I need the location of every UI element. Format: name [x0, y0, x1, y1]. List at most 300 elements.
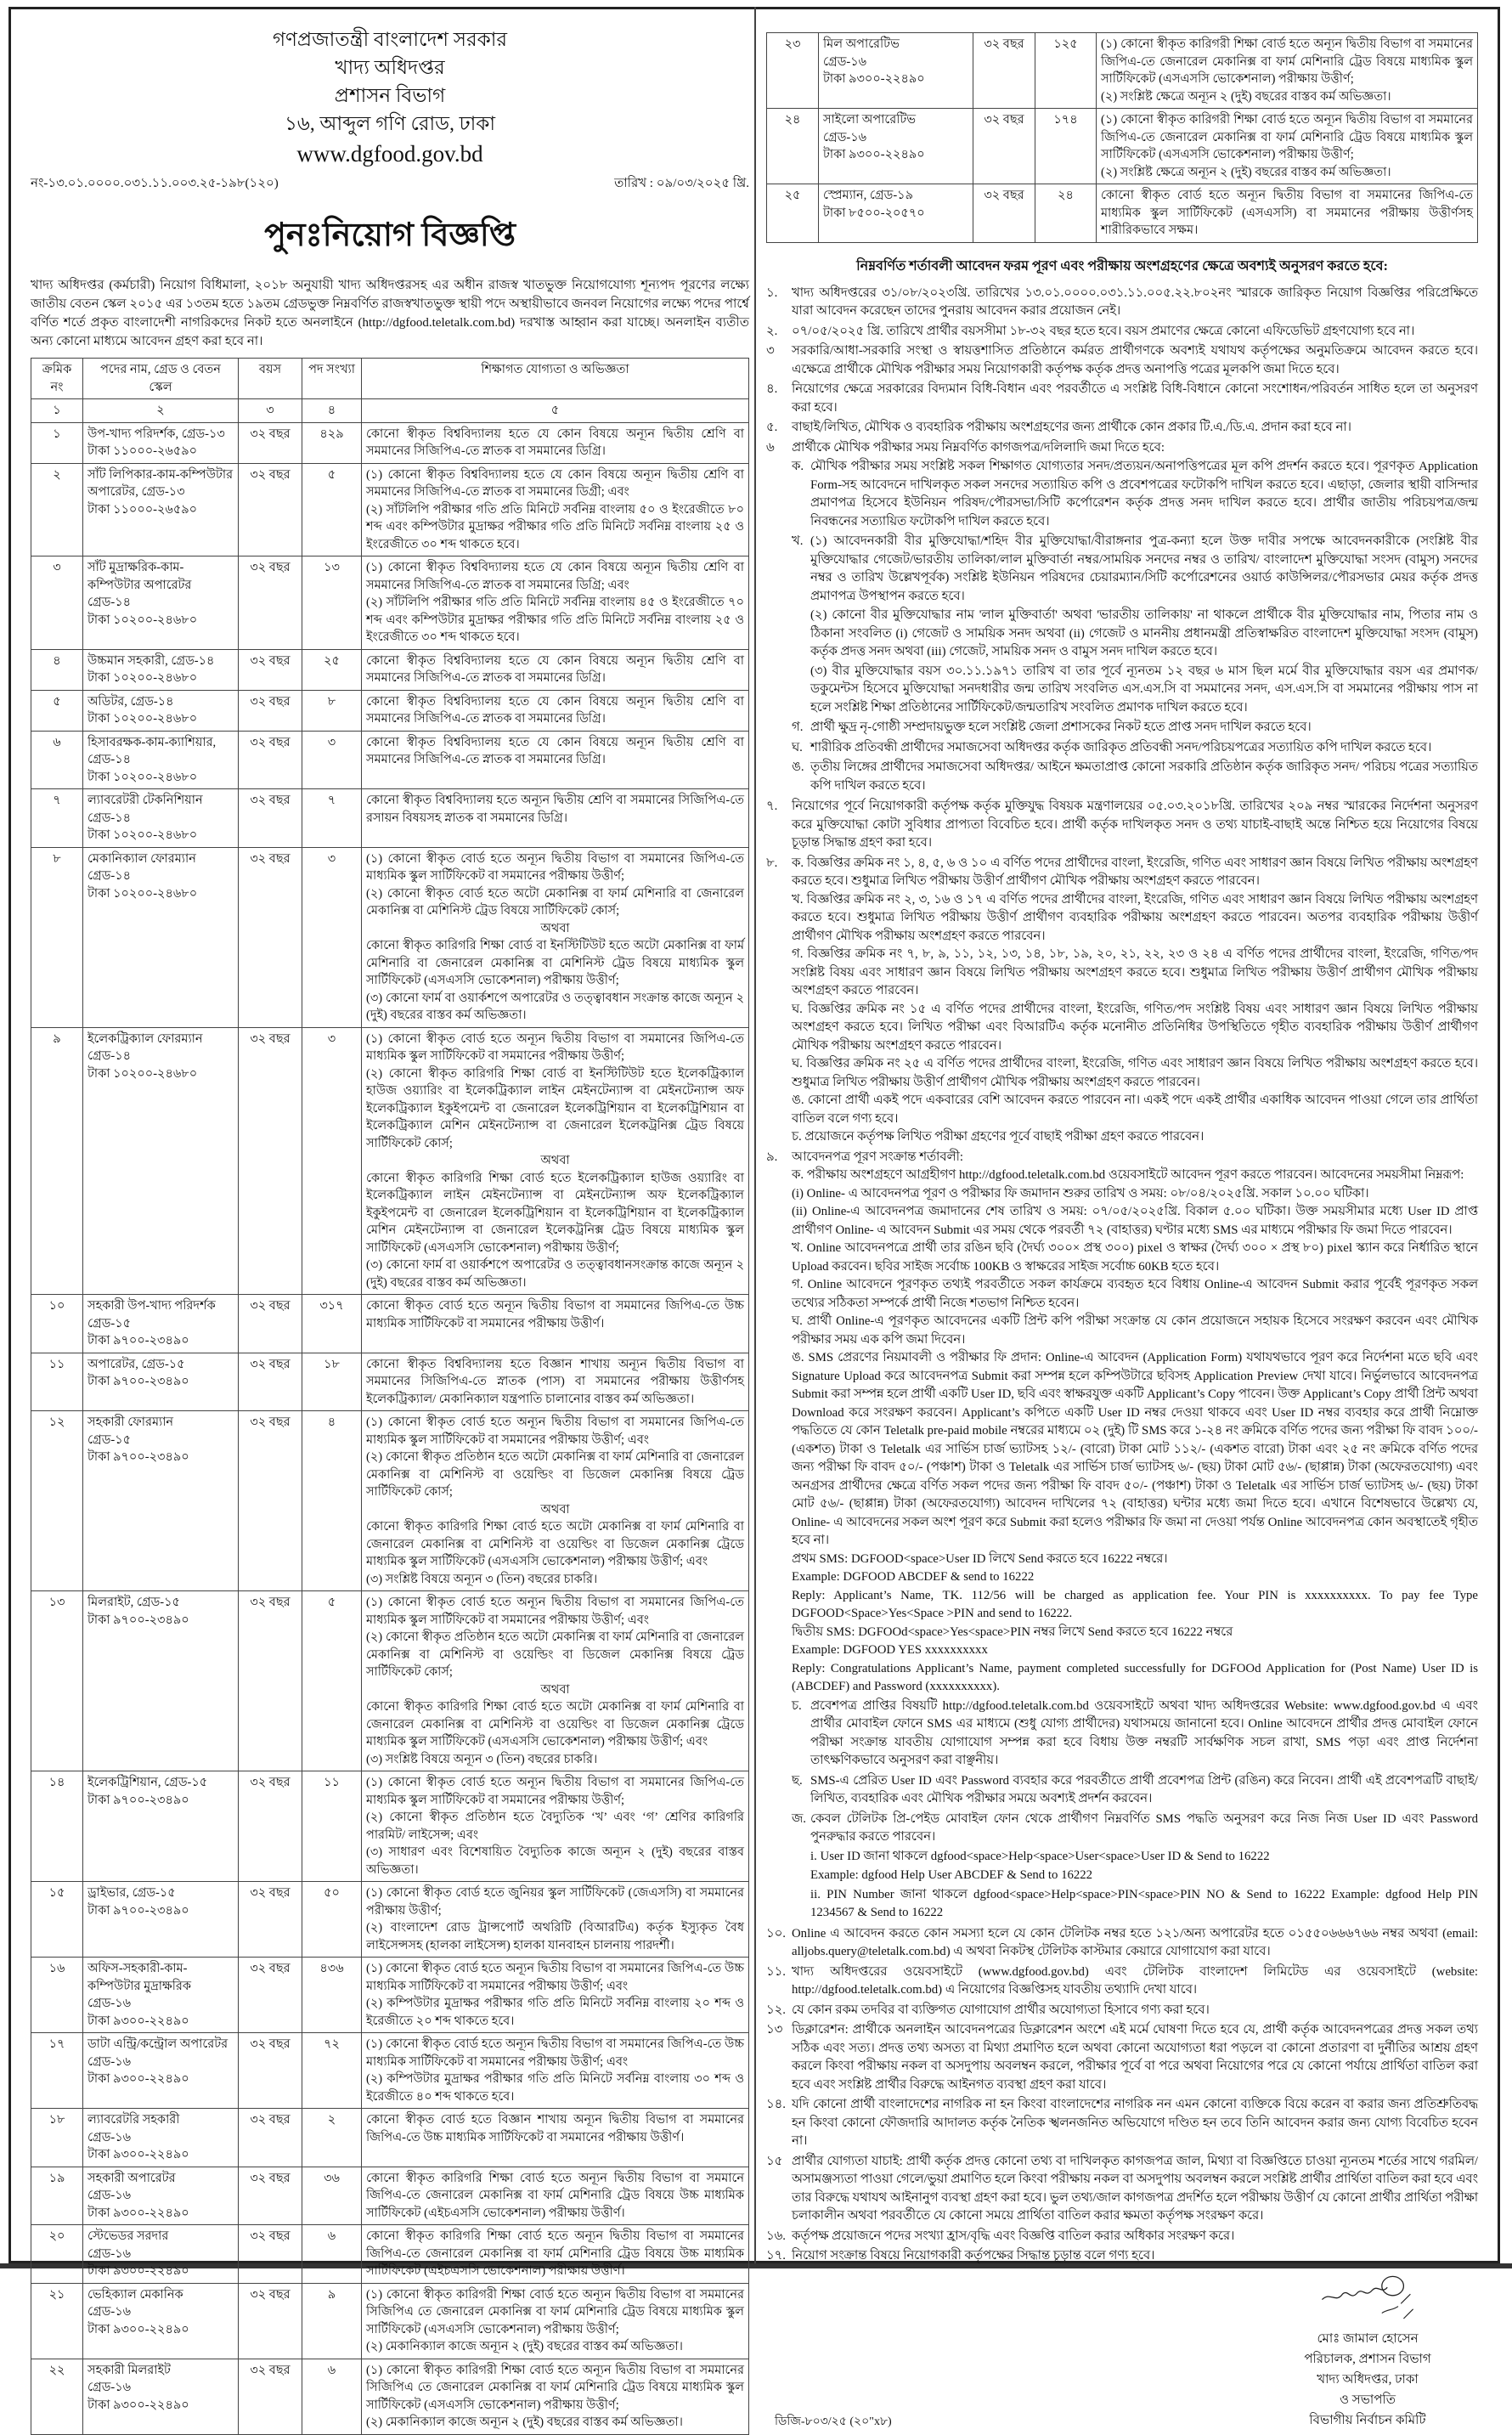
qualification-line: (১) কোনো স্বীকৃত বোর্ড হতে অন্যূন দ্বিতীয় বিভাগ বা সমমানের জিপিএ-তে উচ্চ মাধ্যমিক সার্টিফিকেট বা সমমানের পরীক্ষায় উত্তীর্ণ; এবং — [366, 2037, 744, 2069]
post-cell — [83, 2167, 239, 2225]
qualification-cell — [362, 649, 749, 690]
post-cell — [83, 847, 239, 1027]
post-line: সহকারী অপারেটর — [87, 2171, 176, 2185]
post-cell — [83, 422, 239, 463]
condition-subitem — [792, 719, 1478, 738]
post-line: গ্রেড-১৪ — [87, 811, 132, 825]
table-row — [31, 1027, 749, 1295]
condition-body — [792, 1149, 1478, 1924]
condition-subitem — [792, 739, 1478, 759]
memo-number: নং-১৩.০১.০০০০.০৩১.১১.০০৩.২৫-১৯৮(১২০) — [31, 177, 279, 190]
post-line: গ্রেড-১৬ — [87, 1997, 132, 2010]
serial-cell: ৪ — [31, 649, 83, 690]
or-separator: অথবা — [540, 921, 570, 935]
qualification-line: (২) বাংলাদেশ রোড ট্রান্সপোর্ট অথরিটি (বিআরটিএ) কর্তৃক ইস্যুকৃত বৈধ লাইসেন্সসহ (হালকা লাইসেন্স) হালকা যানবাহন চালনায় পারদর্শী। — [366, 1921, 744, 1952]
post-line: গ্রেড-১৫ — [87, 1432, 132, 1447]
condition-text: কর্তৃপক্ষ প্রয়োজনে পদের সংখ্যা হ্রাস/বৃদ্ধি এবং বিজ্ঞপ্তি বাতিল করার অধিকার সংরক্ষণ করে। — [792, 2229, 1235, 2243]
post-line: টাকা ৯৩০০-২২৪৯০ — [87, 2014, 189, 2028]
table-row — [767, 184, 1478, 243]
qualification-line: (১) কোনো স্বীকৃত বোর্ড হতে অন্যূন দ্বিতীয় বিভাগ বা সমমানের জিপিএ-তে মাধ্যমিক স্কুল সার্টিফিকেট বা সমমানের পরীক্ষায় উত্তীর্ণ; — [366, 1776, 744, 1807]
col-header-serial: ক্রমিক নং — [31, 359, 83, 399]
serial-cell: ১৫ — [31, 1882, 83, 1958]
post-cell — [83, 2033, 239, 2109]
qualification-line: (১) কোনো স্বীকৃত বোর্ড হতে অন্যূন দ্বিতীয় বিভাগ বা সমমানের জিপিএ-তে মাধ্যমিক স্কুল সার্টিফিকেট বা সমমানের পরীক্ষায় উত্তীর্ণ; — [366, 1031, 744, 1063]
post-count-cell: ২৪ — [1035, 184, 1097, 243]
post-line: ইলেকট্রিশিয়ান, গ্রেড-১৫ — [87, 1776, 208, 1789]
post-line: টাকা ৯৩০০-২২৪৯০ — [87, 2206, 189, 2220]
qualification-line: (২) সংশ্লিষ্ট ক্ষেত্রে অন্যূন ২ (দুই) বছরের বাস্তব কর্ম অভিজ্ঞতা। — [1101, 165, 1391, 179]
subitem-text — [810, 1772, 1478, 1810]
issue-date: তারিখ : ০৯/০৩/২০২৫ খ্রি. — [614, 177, 749, 190]
qualification-cell — [362, 1771, 749, 1882]
table-row — [31, 649, 749, 690]
serial-cell: ৩ — [31, 556, 83, 650]
qualification-line: কোনো স্বীকৃত বিশ্ববিদ্যালয় হতে বিজ্ঞান শাখায় অন্যূন দ্বিতীয় বিভাগ বা সমমানের সিজিপিএ-তে স্নাতক (পাস) বা সমমানের পরীক্ষায় উত্তীর্ণসহ ইলেকট্রিক্যাল/ মেকানিক্যাল যন্ত্রপাতি চালানোর বাস্তব কর্ম অভিজ্ঞতা। — [366, 1357, 744, 1406]
condition-text: নিয়োগের পূর্বে নিয়োগকারী কর্তৃপক্ষ কর্তৃক মুক্তিযুদ্ধ বিষয়ক মন্ত্রণালয়ের ০৫.০৩.২০১৮খ্রি. তারিখের ২০৯ নম্বর স্মারকের নির্দেশনা অনুসরণ করে মুক্তিযোদ্ধা কোটা সুবিধার প্রাপ্যতা বিবেচিত হবে। প্রার্থী কর্তৃক দাখিলকৃত সনদ ও তথ্য যাচাই-বাছাই অন্তে নিশ্চিত হয়ে নিয়োগের বিষয়ে চূড়ান্ত সিদ্ধান্ত গ্রহণ করা হবে। — [792, 799, 1478, 850]
post-cell — [83, 556, 239, 650]
age-cell: ৩২ বছর — [239, 1295, 302, 1353]
qualification-cell — [362, 1958, 749, 2033]
age-cell: ৩২ বছর — [239, 847, 302, 1027]
subitem-text — [810, 458, 1478, 532]
subitem-label: জ. — [792, 1811, 806, 1826]
qualification-line: (২) কোনো স্বীকৃত প্রতিষ্ঠান হতে বৈদ্যুতিক ‘খ’ এবং ‘গ’ শ্রেণির কারিগরি পারমিট/ লাইসেন্স; এবং — [366, 1811, 744, 1842]
post-line: গ্রেড-১৬ — [823, 130, 867, 144]
qualification-line: কোনো স্বীকৃত বোর্ড হতে বিজ্ঞান শাখায় অন্যূন দ্বিতীয় বিভাগ বা সমমানের জিপিএ-তে উচ্চ মাধ্যমিক সার্টিফিকেট বা সমমানের পরীক্ষায় উত্তীর্ণ। — [366, 2113, 744, 2144]
post-count-cell: ১৭৪ — [1035, 109, 1097, 184]
condition-number: ৬ — [766, 440, 775, 455]
subitem-paragraph: Example: dgfood Help User ABCDEF & Send to 16222 — [810, 1868, 1093, 1882]
subitem-paragraph: প্রবেশপত্র প্রাপ্তির বিষয়টি http://dgfood.teletalk.com.bd ওয়েবসাইটে অথবা খাদ্য অধিদপ্তরের Website: www.dgfood.gov.bd এ এবং প্রার্থীর মোবাইল ফোনে SMS এর মাধ্যমে (শুধু যোগ্য প্রার্থীদের) যথাসময়ে জানানো হবে। Online আবেদনে প্রার্থীর প্রদত্ত মোবাইল ফোনে পরীক্ষা সংক্রান্ত যাবতীয় যোগাযোগ সম্পন্ন করা হবে বিধায় উক্ত নম্বরটি সার্বক্ষণিক সচল রাখা, SMS পড়া এবং প্রাপ্ত নির্দেশনা তাৎক্ষণিকভাবে অনুসরণ করা বাঞ্ছনীয়। — [810, 1698, 1478, 1767]
serial-cell: ১২ — [31, 1411, 83, 1591]
post-line: ডাটা এন্ট্রি/কন্ট্রোল অপারেটর — [87, 2037, 228, 2051]
subitem-text — [810, 719, 1478, 738]
qualification-line: কোনো স্বীকৃত বোর্ড হতে অন্যূন দ্বিতীয় বিভাগ বা সমমানের জিপিএ-তে মাধ্যমিক স্কুল সার্টিফিকেট (এসএসসি) বা সমমানের পরীক্ষায় উত্তীর্ণসহ শারীরিকভাবে সক্ষম। — [1101, 189, 1473, 237]
condition-text: ঘ. বিজ্ঞপ্তির ক্রমিক নং ১৫ এ বর্ণিত পদের প্রার্থীদের বাংলা, ইংরেজি, গণিত/পদ সংশ্লিষ্ট বিষয় এবং সাধারণ জ্ঞান বিষয়ে লিখিত পরীক্ষায় অংশগ্রহণ করতে হবে। লিখিত পরীক্ষা এবং বিআরটিএ কর্তৃক মনোনীত প্রতিনিধির উপস্থিতিতে গৃহীত ব্যবহারিক পরীক্ষায় উত্তীর্ণ প্রার্থীগণ মৌখিক পরীক্ষায় অংশগ্রহণ করতে পারবেন। — [792, 1002, 1478, 1053]
table-row — [31, 2167, 749, 2225]
post-line: ইলেকট্রিক্যাল ফোরম্যান — [87, 1031, 203, 1046]
serial-cell: ২২ — [31, 2359, 83, 2434]
condition-text: যদি কোনো প্রার্থী বাংলাদেশের নাগরিক না হন কিংবা বাংলাদেশের নাগরিক নন এমন কোনো ব্যক্তিকে বিয়ে করেন বা করার জন্য প্রতিশ্রুতিবদ্ধ হন কিংবা কোনো ফৌজদারি আদালত কর্তৃক নৈতিক স্খলনজনিত অভিযোগে দণ্ডিত হন তবে তিনি আবেদন করার জন্য যোগ্য বিবেচিত হবেন না। — [792, 2098, 1478, 2148]
posts-table-body — [31, 422, 749, 2434]
post-line: ল্যাবরেটরি সহকারী — [87, 2113, 180, 2127]
condition-text: নিয়োগের ক্ষেত্রে সরকারের বিদ্যমান বিধি-বিধান এবং পরবর্তীতে এ সংশ্লিষ্ট বিধি-বিধানে কোনো সংশোধন/পরিবর্তন সাধিত হলে তা অনুসরণ করা হবে। — [792, 382, 1478, 415]
age-cell: ৩২ বছর — [239, 2225, 302, 2284]
table-row — [31, 690, 749, 731]
condition-number: ৮. — [766, 856, 778, 870]
table-row — [31, 2033, 749, 2109]
age-cell: ৩২ বছর — [239, 789, 302, 848]
age-cell: ৩২ বছর — [973, 184, 1035, 243]
col-header-age: বয়স — [239, 359, 302, 399]
table-row — [31, 463, 749, 556]
qualification-line: (১) কোনো স্বীকৃত কারিগরী শিক্ষা বোর্ড হতে অন্যূন দ্বিতীয় বিভাগ বা সমমানের সিজিপিএ তে জেনারেল মেকানিক্স বা ফার্ম মেশিনারি ট্রেড বিষয়ে মাধ্যমিক স্কুল সার্টিফিকেট (এসএসসি ভোকেশনাল) পরীক্ষায় উত্তীর্ণ; — [366, 2363, 744, 2412]
posts-table-continued-body — [767, 33, 1478, 243]
handwritten-signature-icon — [1304, 2271, 1431, 2325]
post-count-cell: ৭২ — [302, 2033, 362, 2109]
condition-body — [792, 2002, 1478, 2020]
col-header-post: পদের নাম, গ্রেড ও বেতন স্কেল — [83, 359, 239, 399]
qualification-cell — [362, 422, 749, 463]
posts-table-continued — [766, 32, 1478, 243]
or-separator: অথবা — [540, 1682, 570, 1697]
post-line: গ্রেড-১৬ — [87, 2246, 132, 2261]
condition-text: চ. প্রয়োজনে কর্তৃপক্ষ লিখিত পরীক্ষা গ্রহণের পূর্বে বাছাই পরীক্ষা গ্রহণ করতে পারবেন। — [792, 1130, 1205, 1144]
condition-number: ৩ — [766, 344, 775, 358]
intro-paragraph: খাদ্য অধিদপ্তর (কর্মচারী) নিয়োগ বিধিমালা, ২০১৮ অনুযায়ী খাদ্য অধিদপ্তরসহ এর অধীন রাজস্ব খাতভুক্ত নিয়োগযোগ্য শূন্যপদ পূরণের লক্ষ্যে জাতীয় বেতন স্কেল ২০১৫ এর ১৩তম হতে ১৯তম গ্রেডভুক্ত নিম্নবর্ণিত রাজস্বখাতভুক্ত স্থায়ী পদে অস্থায়ীভাবে জনবল নিয়োগের লক্ষ্যে পদের পার্শ্বে বর্ণিত শর্তে প্রকৃত বাংলাদেশী নাগরিকদের নিকট হতে অনলাইনে (http://dgfood.teletalk.com.bd) দরখাস্ত আহ্বান করা যাচ্ছে। অনলাইন ব্যতীত অন্য কোনো মাধ্যমে আবেদন গ্রহণ করা হবে না। — [31, 279, 749, 348]
qualification-line: কোনো স্বীকৃত বিশ্ববিদ্যালয় হতে যে কোন বিষয়ে অন্যূন দ্বিতীয় শ্রেণি বা সমমানের সিজিপিএ-তে স্নাতক বা সমমানের ডিগ্রি। — [366, 427, 744, 458]
post-line: টাকা ১০২০০-২৪৬৮০ — [87, 770, 198, 784]
age-cell: ৩২ বছর — [239, 1882, 302, 1958]
post-count-cell: ২৫ — [302, 649, 362, 690]
serial-cell: ১০ — [31, 1295, 83, 1353]
post-count-cell: ৩ — [302, 731, 362, 789]
serial-cell: ৫ — [31, 690, 83, 731]
post-line: টাকা ৯৭০০-২৩৪৯০ — [87, 1903, 189, 1918]
signatory-designation: পরিচালক, প্রশাসন বিভাগ — [1304, 2352, 1431, 2366]
print-code: ডিজি-৮০৩/২৫ (২০"x৮) — [775, 2415, 892, 2428]
post-cell — [83, 1027, 239, 1295]
qualification-cell — [362, 789, 749, 848]
condition-body — [792, 1963, 1478, 2000]
subitem-text — [810, 1811, 1478, 1924]
condition-text: প্রার্থীকে মৌখিক পরীক্ষার সময় নিম্নবর্ণিত কাগজপত্র/দলিলাদি জমা দিতে হবে: — [792, 440, 1165, 455]
qualification-cell — [1097, 33, 1478, 109]
post-cell — [83, 649, 239, 690]
qualification-line: কোনো স্বীকৃত কারিগরি শিক্ষা বোর্ড হতে ইলেকট্রিক্যাল হাউজ ওয়্যারিং বা ইলেকট্রিক্যাল লাইন মেইনটেন্যান্স বা মেইনটেন্যান্স অফ ইলেকট্রিক্যাল ইকুইপমেন্ট বা জেনারেল ইলেকট্রিশিয়ান বা ইলেকট্রিশিয়ান বা ইলেকট্রিক্যাল মেশিন মেইনটেন্যান্স বা জেনারেল ইলেকট্রনিক্স ট্রেড বিষয়ে মাধ্যমিক স্কুল সার্টিফিকেট (এসএসসি ভোকেশনাল) পরীক্ষায় উত্তীর্ণ; — [366, 1171, 744, 1255]
qualification-line: (২) কম্পিউটার মুদ্রাক্ষর পরীক্ষার গতি প্রতি মিনিটে সর্বনিম্ন বাংলায় ২০ শব্দ ও ইরেজীতে ২০ শব্দ থাকতে হবে। — [366, 1997, 744, 2028]
condition-item — [766, 1149, 1478, 1924]
post-line: গ্রেড-১৬ — [87, 2381, 132, 2394]
column-divider — [754, 7, 756, 2263]
condition-item — [766, 2247, 1478, 2266]
table-row — [31, 1353, 749, 1411]
qualification-line: (৩) কোনো ফার্ম বা ওয়ার্কশপে অপারেটর ও তত্ত্বাবধানসংক্রান্ত কাজে অন্যূন ২ (দুই) বছরের বাস্তব কর্ম অভিজ্ঞতা। — [366, 1258, 744, 1290]
qualification-cell — [362, 1411, 749, 1591]
age-cell: ৩২ বছর — [239, 2283, 302, 2359]
serial-cell: ৬ — [31, 731, 83, 789]
table-row — [31, 1295, 749, 1353]
post-line: সহকারী উপ-খাদ্য পরিদর্শক — [87, 1299, 216, 1313]
condition-body — [792, 2228, 1478, 2246]
address: ১৬, আব্দুল গণি রোড, ঢাকা — [284, 113, 496, 134]
col-number: ৪ — [302, 399, 362, 423]
post-line: গ্রেড-১৬ — [87, 2054, 132, 2069]
subitem-paragraph: শারীরিক প্রতিবন্ধী প্রার্থীদের সমাজসেবা অধিদপ্তর কর্তৃক জারিকৃত প্রতিবন্ধী সনদ/পরিচয়পত্রের সত্যায়িত কপি দাখিল করতে হবে। — [810, 740, 1432, 754]
subitem-paragraph: তৃতীয় লিঙ্গের প্রার্থীদের সমাজসেবা অধিদপ্তর/ আইনে ক্ষমতাপ্রাপ্ত কোনো সরকারি প্রতিষ্ঠান কর্তৃক জারিকৃত সনদ/ পরিচয় পত্রের সত্যায়িত কপি দাখিল করতে হবে। — [810, 760, 1478, 793]
age-cell: ৩২ বছর — [239, 1353, 302, 1411]
post-line: টাকা ১১০০০-২৬৫৯০ — [87, 502, 198, 517]
serial-cell: ৭ — [31, 789, 83, 848]
left-column — [31, 25, 749, 2435]
post-line: সহকারী মিলরাইট — [87, 2363, 171, 2377]
post-line: টাকা ৯৩০০-২২৪৯০ — [87, 2264, 189, 2278]
age-cell: ৩২ বছর — [239, 2033, 302, 2109]
qualification-line: (২) কোনো স্বীকৃত প্রতিষ্ঠান হতে অটো মেকানিক্স বা ফার্ম মেশিনারি বা জেনারেল মেকানিক্স বা মেশিনিস্ট বা ওয়েল্ডিং বা ডিজেল মেকানিক্স বিষয়ে ট্রেড সার্টিফিকেট কোর্স; — [366, 1630, 744, 1679]
table-row — [31, 2283, 749, 2359]
condition-number: ১৩ — [766, 2023, 783, 2037]
condition-text: খাদ্য অধিদপ্তরের ওয়েবসাইটে (www.dgfood.gov.bd) এবং টেলিটক বাংলাদেশ লিমিটেড এর ওয়েবসাইটে (website: http://dgfood.teletalk.com.bd) এ নিয়োগের বিজ্ঞপ্তিসহ যাবতীয় তথ্যাদি দেখা যাবে। — [792, 1964, 1478, 1997]
table-row — [31, 1771, 749, 1882]
age-cell: ৩২ বছর — [239, 2109, 302, 2167]
post-count-cell: ৩১৭ — [302, 1295, 362, 1353]
qualification-cell — [362, 1027, 749, 1295]
condition-item — [766, 2096, 1478, 2151]
post-count-cell: ১৩ — [302, 556, 362, 650]
or-separator: অথবা — [540, 1502, 570, 1517]
post-line: টাকা ৯৭০০-২৩৪৯০ — [87, 1375, 189, 1388]
post-line: অডিটর, গ্রেড-১৪ — [87, 694, 174, 709]
condition-body — [792, 2153, 1478, 2226]
qualification-line: (৩) সংশ্লিষ্ট বিষয়ে অন্যূন ৩ (তিন) বছরের চাকরি। — [366, 1752, 598, 1766]
col-number: ১ — [31, 399, 83, 423]
condition-item — [766, 1925, 1478, 1962]
post-line: গ্রেড-১৫ — [87, 1316, 132, 1330]
table-row — [31, 2109, 749, 2167]
condition-body — [792, 439, 1478, 797]
condition-body — [792, 381, 1478, 417]
age-cell: ৩২ বছর — [239, 422, 302, 463]
post-cell — [819, 109, 973, 184]
qualification-line: (২) মেকানিক্যাল কাজে অন্যূন ২ (দুই) বছরের বাস্তব কর্ম অভিজ্ঞতা। — [366, 2340, 683, 2353]
post-line: ভেহিক্যাল মেকানিক — [87, 2287, 183, 2302]
condition-body — [792, 323, 1478, 342]
table-row — [767, 33, 1478, 109]
post-cell — [819, 33, 973, 109]
serial-cell: ৯ — [31, 1027, 83, 1295]
signatory-role: ও সভাপতি — [1340, 2393, 1396, 2407]
post-line: সাঁট লিপিকার-কাম-কম্পিউটার অপারেটর, গ্রেড-১৩ — [87, 467, 234, 499]
post-line: গ্রেড-১৪ — [87, 596, 132, 609]
qualification-line: (১) কোনো স্বীকৃত বোর্ড হতে জুনিয়র স্কুল সার্টিফিকেট (জেএসসি) বা সমমানের পরীক্ষায় উত্তীর্ণ; — [366, 1886, 744, 1918]
post-cell — [83, 463, 239, 556]
post-line: গ্রেড-১৪ — [87, 1049, 132, 1063]
qualification-line: (১) কোনো স্বীকৃত বোর্ড হতে অন্যূন দ্বিতীয় বিভাগ বা সমমানের জিপিএ-তে উচ্চ মাধ্যমিক সার্টিফিকেট বা সমমানের পরীক্ষায় উত্তীর্ণ; এবং — [366, 1962, 744, 1993]
age-cell: ৩২ বছর — [239, 1027, 302, 1295]
qualification-cell — [362, 1295, 749, 1353]
qualification-line: (১) কোনো স্বীকৃত কারিগরী শিক্ষা বোর্ড হতে অন্যূন দ্বিতীয় বিভাগ বা সমমানের সিজিপিএ তে জেনারেল মেকানিক্স বা ফার্ম মেশিনারি ট্রেড বিষয়ে মাধ্যমিক স্কুল সার্টিফিকেট (এসএসসি ভোকেশনাল) পরীক্ষায় উত্তীর্ণ; — [366, 2287, 744, 2336]
post-cell — [83, 1882, 239, 1958]
age-cell: ৩২ বছর — [239, 1591, 302, 1771]
qualification-line: কোনো স্বীকৃত বোর্ড হতে অন্যূন দ্বিতীয় বিভাগ বা সমমানের জিপিএ-তে উচ্চ মাধ্যমিক সার্টিফিকেট বা সমমানের পরীক্ষায় উত্তীর্ণ। — [366, 1299, 744, 1330]
condition-item — [766, 342, 1478, 379]
post-line: টাকা ৯৩০০-২২৪৯০ — [87, 2148, 189, 2161]
qualification-line: (২) কম্পিউটার মুদ্রাক্ষর পরীক্ষার গতি প্রতি মিনিটে সর্বনিম্ন বাংলায় ৩০ শব্দ ও ইরেজীতে ৪০ শব্দ থাকতে হবে। — [366, 2072, 744, 2104]
condition-item — [766, 2002, 1478, 2020]
qualification-line: (২) সাঁটলিপি পরীক্ষার গতি প্রতি মিনিটে সর্বনিম্ন বাংলায় ৫০ ও ইংরেজীতে ৮০ শব্দ এবং কম্পিউটার মুদ্রাক্ষর পরীক্ষার গতি প্রতি মিনিটে সর্বনিম্ন বাংলায় ২৫ ও ইংরেজীতে ৩০ শব্দ থাকতে হবে। — [366, 502, 744, 551]
post-line: অপারেটর, গ্রেড-১৫ — [87, 1357, 185, 1371]
condition-subitem — [792, 759, 1478, 796]
condition-text: খ. Online আবেদনপত্রে প্রার্থী তার রঙিন ছবি (দৈর্ঘ্য ৩০০× প্রস্থ ৩০০) pixel ও স্বাক্ষর (দৈর্ঘ্য ৩০০ × প্রস্থ ৮০) pixel স্ক্যান করে নির্ধারিত স্থানে Upload করবেন। ছবির সাইজ সর্বোচ্চ 100KB ও স্বাক্ষরের সাইজ সর্বোচ্চ 60KB হতে হবে। — [792, 1241, 1478, 1274]
qualification-cell — [362, 1882, 749, 1958]
table-row — [31, 847, 749, 1027]
subitem-label: ক. — [792, 460, 804, 473]
subitem-text — [810, 1698, 1478, 1771]
post-count-cell: ৩ — [302, 847, 362, 1027]
table-row — [31, 1411, 749, 1591]
qualification-cell — [362, 2033, 749, 2109]
post-count-cell: ৮ — [302, 690, 362, 731]
post-count-cell: ৯ — [302, 2283, 362, 2359]
post-cell — [83, 731, 239, 789]
qualification-line: (১) কোনো স্বীকৃত কারিগরী শিক্ষা বোর্ড হতে অন্যূন দ্বিতীয় বিভাগ বা সমমানের জিপিএ-তে জেনারেল মেকানিক্স বা ফার্ম মেশিনারি ট্রেড বিষয়ে মাধ্যমিক স্কুল সার্টিফিকেট (এসএসসি ভোকেশনাল) পরীক্ষায় উত্তীর্ণ; — [1101, 37, 1473, 86]
qualification-line: (১) কোনো স্বীকৃত কারিগরী শিক্ষা বোর্ড হতে অন্যূন দ্বিতীয় বিভাগ বা সমমানের জিপিএ-তে জেনারেল মেকানিক্স বা ফার্ম মেশিনারি ট্রেড বিষয়ে মাধ্যমিক স্কুল সার্টিফিকেট (এসএসসি ভোকেশনাল) পরীক্ষায় উত্তীর্ণ; — [1101, 113, 1473, 161]
condition-text: প্রার্থীর যোগ্যতা যাচাই: প্রার্থী কর্তৃক প্রদত্ত কোনো তথ্য বা দাখিলকৃত কাগজপত্র জাল, মিথ্যা বা বিজ্ঞপ্তিতে চাওয়া ন্যূনতম শর্তের সাথে গরমিল/অসামঞ্জস্যতা পাওয়া গেলে/ভুয়া প্রমাণিত হলে কিংবা পরীক্ষায় নকল বা অসদুপায় অবলম্বন করলে সংশ্লিষ্ট প্রার্থীর প্রার্থিতা বাতিল করা হবে এবং তার বিরুদ্ধে যথাযথ আইনানুগ ব্যবস্থা গ্রহণ করা হবে। ভুল তথ্য/জাল কাগজপত্র প্রদর্শিত হলে পরীক্ষায় উত্তীর্ণ যে কোনো প্রার্থীর প্রার্থিতা পরীক্ষা চলাকালীন অথবা পরবর্তীতে যে কোনো সময়ে প্রার্থিতা বাতিল করার ক্ষমতা কর্তৃপক্ষ সংরক্ষণ করে। — [792, 2154, 1478, 2223]
post-line: টাকা ৯৭০০-২৩৪৯০ — [87, 1613, 189, 1627]
qualification-line: (১) কোনো স্বীকৃত বোর্ড হতে অন্যূন দ্বিতীয় বিভাগ বা সমমানের জিপিএ-তে মাধ্যমিক স্কুল সার্টিফিকেট বা সমমানের পরীক্ষায় উত্তীর্ণ; এবং — [366, 1415, 744, 1447]
age-cell: ৩২ বছর — [239, 2167, 302, 2225]
post-line: টাকা ১০২০০-২৪৬৮০ — [87, 712, 198, 726]
post-cell — [819, 184, 973, 243]
post-line: স্টেভেডর সরদার — [87, 2229, 169, 2243]
post-line: গ্রেড-১৬ — [87, 2189, 132, 2202]
condition-item — [766, 439, 1478, 797]
condition-text: ডিক্লারেশন: প্রার্থীকে অনলাইন আবেদনপত্রের ডিক্লারেশন অংশে এই মর্মে ঘোষণা দিতে হবে যে, প্রার্থী কর্তৃক আবেদনপত্রের প্রদত্ত সকল তথ্য সঠিক এবং সত্য। প্রদত্ত তথ্য অসত্য বা মিথ্যা প্রমাণিত হলে অথবা কোনো অযোগ্যতা ধরা পড়লে বা কোনো প্রতারণা বা দুর্নীতির আশ্রয় গ্রহণ করলে কিংবা পরীক্ষায় নকল বা অসদুপায় অবলম্বন করলে, পরীক্ষার পূর্বে বা পরে অথবা নিয়োগের পরে যে কোনো পর্যায়ে প্রার্থিতা বাতিল করা হবে এবং সংশ্লিষ্ট প্রার্থীর বিরুদ্ধে আইনগত ব্যবস্থা গ্রহণ করা যাবে। — [792, 2023, 1478, 2092]
condition-number: ১০. — [766, 1926, 786, 1941]
qualification-line: (৩) সাধারণ এবং বিশেষায়িত বৈদ্যুতিক কাজে অন্যূন ২ (দুই) বছরের বাস্তব অভিজ্ঞতা। — [366, 1845, 744, 1877]
post-line: টাকা ৯৩০০-২২৪৯০ — [823, 72, 925, 86]
condition-number: ১৬. — [766, 2229, 786, 2243]
condition-text: ঙ. কোনো প্রার্থী একই পদে একবারের বেশি আবেদন করতে পারবেন না। একই পদে একই প্রার্থীর একাধিক আবেদন পাওয়া গেলে তার প্রার্থিতা বাতিল বলে গণ্য হবে। — [792, 1093, 1478, 1126]
post-line: সহকারী ফোরম্যান — [87, 1415, 174, 1429]
condition-text: Example: DGFOOD ABCDEF & send to 16222 — [792, 1570, 1035, 1584]
subitem-label: ঙ. — [792, 760, 804, 774]
condition-text: ০৭/০৫/২০২৫ খ্রি. তারিখে প্রার্থীর বয়সসীমা ১৮-৩২ বছর হতে হবে। বয়স প্রমাণের ক্ষেত্রে কোনো এফিডেভিট গ্রহণযোগ্য হবে না। — [792, 324, 1415, 338]
post-line: উচ্চমান সহকারী, গ্রেড-১৪ — [87, 653, 215, 668]
serial-cell: ১৪ — [31, 1771, 83, 1882]
condition-item — [766, 323, 1478, 342]
post-line: টাকা ৮৫০০-২০৫৭০ — [823, 206, 925, 220]
condition-text: Example: DGFOOD YES xxxxxxxxxx — [792, 1643, 988, 1657]
qualification-line: (২) কোনো স্বীকৃত বোর্ড হতে অটো মেকানিক্স বা ফার্ম মেশিনারি বা জেনারেল মেকানিক্স বা মেশিনিস্ট ট্রেড বিষয়ে সার্টিফিকেট কোর্স; — [366, 886, 744, 918]
condition-subitem — [792, 458, 1478, 532]
table-row — [31, 422, 749, 463]
serial-cell: ১৬ — [31, 1958, 83, 2033]
post-line: টাকা ৯৭০০-২৩৪৯০ — [87, 1793, 189, 1807]
post-count-cell: ৬ — [302, 2359, 362, 2434]
condition-text: ক. পরীক্ষায় অংশগ্রহণে আগ্রহীগণ http://dgfood.teletalk.com.bd ওয়েবসাইটে আবেদন পূরণ করতে পারবেন। আবেদনের সময়সীমা নিম্নরূপ: — [792, 1168, 1464, 1182]
serial-cell: ১ — [31, 422, 83, 463]
condition-item — [766, 1963, 1478, 2000]
qualification-cell — [362, 2167, 749, 2225]
col-number: ৩ — [239, 399, 302, 423]
signature-block — [1274, 2271, 1461, 2431]
condition-subitem — [792, 1811, 1478, 1924]
col-header-qualification: শিক্ষাগত যোগ্যতা ও অভিজ্ঞতা — [362, 359, 749, 399]
serial-cell: ১৩ — [31, 1591, 83, 1771]
condition-item — [766, 419, 1478, 438]
post-line: সাঁট মুদ্রাক্ষরিক-কাম-কম্পিউটার অপারেটর — [87, 561, 192, 592]
qualification-line: কোনো স্বীকৃত কারিগরি শিক্ষা বোর্ড হতে অটো মেকানিক্স বা ফার্ম মেশিনারি বা জেনারেল মেকানিক্স বা মেশিনিস্ট বা ওয়েল্ডিং বা ডিজেল মেকানিক্স ট্রেডে মাধ্যমিক স্কুল সার্টিফিকেট (এসএসসি ভোকেশনাল) পরীক্ষায় উত্তীর্ণ; এবং — [366, 1700, 744, 1749]
qualification-line: কোনো স্বীকৃত কারিগরি শিক্ষা বোর্ড হতে অন্যূন দ্বিতীয় বিভাগ বা সমমানে জিপিএ-তে জেনারেল মেকানিক্স বা ফার্ম মেশিনারি ট্রেড বিষয়ে উচ্চ মাধ্যমিক সার্টিফিকেট (এইচএসসি ভোকেশনাল) পরীক্ষায় উত্তীর্ণ। — [366, 2171, 744, 2220]
qualification-line: (৩) সংশ্লিষ্ট বিষয়ে অন্যূন ৩ (তিন) বছরের চাকরি। — [366, 1572, 598, 1586]
column-number-row — [31, 399, 749, 423]
qualification-cell — [362, 731, 749, 789]
qualification-line: কোনো স্বীকৃত কারিগরি শিক্ষা বোর্ড হতে অটো মেকানিক্স বা ফার্ম মেশিনারি বা জেনারেল মেকানিক্স বা মেশিনিস্ট বা ওয়েল্ডিং বা ডিজেল মেকানিক্স ট্রেডে মাধ্যমিক স্কুল সার্টিফিকেট (এসএসসি ভোকেশনাল) পরীক্ষায় উত্তীর্ণ; এবং — [366, 1520, 744, 1568]
reference-row — [31, 173, 749, 195]
subitem-label: গ. — [792, 720, 804, 734]
post-line: টাকা ১১০০০-২৬৫৯০ — [87, 444, 198, 458]
condition-text: খাদ্য অধিদপ্তরের ৩১/০৮/২০২৩খ্রি. তারিখের ১৩.০১.০০০০.০৩১.১১.০০৫.২২.৮০২নং স্মারকে জারিকৃত নিয়োগ বিজ্ঞপ্তির পরিপ্রেক্ষিতে যারা আবেদন করেছেন তাদের পুনরায় আবেদন করার প্রয়োজন নেই। — [792, 285, 1478, 318]
post-line: টাকা ৯৩০০-২২৪৯০ — [87, 2398, 189, 2412]
table-row — [31, 1958, 749, 2033]
post-line: টাকা ৯৩০০-২২৪৯০ — [87, 2322, 189, 2336]
serial-cell: ১৯ — [31, 2167, 83, 2225]
condition-subitem — [792, 1698, 1478, 1771]
post-cell — [83, 2109, 239, 2167]
condition-text: ঙ. SMS প্রেরণের নিয়মাবলী ও পরীক্ষার ফি প্রদান: Online-এ আবেদন (Application Form) যথাযথভাবে পূরণ করে নির্দেশনা মতে ছবি এবং Signature Upload করে আবেদনপত্র Submit করা সম্পন্ন হলে কম্পিউটারে ছবিসহ Application Preview দেখা যাবে। নির্ভুলভাবে আবেদনপত্র Submit করা সম্পন্ন হলে প্রার্থী একটি User ID, ছবি এবং স্বাক্ষরযুক্ত একটি Applicant’s Copy পাবেন। উক্ত Applicant’s Copy প্রার্থী প্রিন্ট অথবা Download করে সংরক্ষণ করবেন। Applicant’s কপিতে একটি User ID নম্বর দেওয়া থাকবে এবং User ID নম্বর ব্যবহার করে প্রার্থী নিম্নোক্ত পদ্ধতিতে যে কোন Teletalk pre-paid mobile নম্বরের মাধ্যমে ০২ (দুই) টি SMS করে ১-২৪ নং ক্রমিকে বর্ণিত পদের জন্য পরীক্ষা ফি বাবদ ১০০/- (একশত) টাকা ও Teletalk এর সার্ভিস চার্জ ভ্যাটসহ ১২/- (বারো) টাকা মোট ১১২/- (একশত বারো) টাকা এবং ২৫ নং ক্রমিকে বর্ণিত পদের জন্য পরীক্ষা ফি বাবদ ৫০/- (পঞ্চাশ) টাকা ও Teletalk এর সার্ভিস চার্জ ভ্যাটসহ ৬/- (ছয়) টাকা মোট ৫৬/- (ছাপ্পান্ন) টাকা (অফেরতযোগ্য) এবং অনগ্রসর প্রার্থীদের ক্ষেত্রে বর্ণিত সকল পদের জন্য পরীক্ষা ফি বাবদ ৫০/- (পঞ্চাশ) টাকা ও Teletalk এর সার্ভিস চার্জ ভ্যাটসহ ৬/- (ছয়) টাকা মোট ৫৬/- (ছাপ্পান্ন) টাকা (অফেরতযোগ্য) আবেদন দাখিলের ৭২ (বাহাত্তর) ঘন্টার মধ্যে জমা দিতে হবে। এখানে বিশেষভাবে উল্লেখ্য যে, Online- এ আবেদনের সকল অংশ পূরণ করে Submit করা হলেও পরীক্ষার ফি জমা না দেওয়া পর্যন্ত Online আবেদনপত্র কোন অবস্থাতেই গৃহীত হবে না। — [792, 1351, 1478, 1547]
post-line: টাকা ৯৩০০-২২৪৯০ — [87, 2072, 189, 2086]
condition-body — [792, 285, 1478, 321]
post-count-cell: ৭ — [302, 789, 362, 848]
website: www.dgfood.gov.bd — [296, 141, 483, 167]
serial-cell: ২৩ — [767, 33, 819, 109]
post-line: টাকা ১০২০০-২৪৬৮০ — [87, 1066, 198, 1081]
qualification-line: (২) সংশ্লিষ্ট ক্ষেত্রে অন্যূন ২ (দুই) বছরের বাস্তব কর্ম অভিজ্ঞতা। — [1101, 89, 1391, 104]
condition-text: Reply: Applicant’s Name, TK. 112/56 will be charged as application fee. Your PIN is xxxxxxxxxx. To pay fee Type DGFOOD<Space>Yes<Space >PIN and send to 16222. — [792, 1588, 1478, 1620]
qualification-line: কোনো স্বীকৃত বিশ্ববিদ্যালয় হতে যে কোন বিষয়ে অন্যূন দ্বিতীয় শ্রেণি বা সমমানের সিজিপিএ-তে স্নাতক বা সমমানের ডিগ্রি। — [366, 653, 744, 685]
post-line: টাকা ৯৭০০-২৩৪৯০ — [87, 1334, 189, 1347]
serial-cell: ২ — [31, 463, 83, 556]
post-line: উপ-খাদ্য পরিদর্শক, গ্রেড-১৩ — [87, 427, 225, 441]
table-row — [31, 2359, 749, 2434]
serial-cell: ৮ — [31, 847, 83, 1027]
qualification-line: (১) কোনো স্বীকৃত বোর্ড হতে অন্যূন দ্বিতীয় বিভাগ বা সমমানের জিপিএ-তে মাধ্যমিক স্কুল সার্টিফিকেট বা সমমানের পরীক্ষায় উত্তীর্ণ; এবং — [366, 1596, 744, 1627]
post-cell — [83, 2283, 239, 2359]
post-count-cell: ৩ — [302, 1027, 362, 1295]
post-line: গ্রেড-১৪ — [87, 753, 132, 766]
post-count-cell: ৬ — [302, 2225, 362, 2284]
condition-number: ২. — [766, 324, 778, 338]
condition-number: ১৫ — [766, 2154, 783, 2168]
condition-text: (i) Online- এ আবেদনপত্র পূরণ ও পরীক্ষার ফি জমাদান শুরুর তারিখ ও সময়: ০৮/০৪/২০২৫খ্রি. সকাল ১০.০০ ঘটিকা। — [792, 1186, 1369, 1201]
serial-cell: ১৭ — [31, 2033, 83, 2109]
subitem-text — [810, 533, 1478, 718]
post-count-cell: ১১ — [302, 1771, 362, 1882]
post-cell — [83, 1411, 239, 1591]
age-cell: ৩২ বছর — [239, 463, 302, 556]
condition-body — [792, 2096, 1478, 2151]
post-count-cell: ৫০ — [302, 1882, 362, 1958]
col-header-count: পদ সংখ্যা — [302, 359, 362, 399]
post-line: মিলরাইট, গ্রেড-১৫ — [87, 1596, 180, 1609]
qualification-line: (১) কোনো স্বীকৃত বিশ্ববিদ্যালয় হতে যে কোন বিষয়ে অন্যূন দ্বিতীয় শ্রেণি বা সমমানের সিজিপিএ-তে স্নাতক বা সমমানের ডিগ্রি; এবং — [366, 561, 744, 592]
qualification-line: (২) কোনো স্বীকৃত প্রতিষ্ঠান হতে অটো মেকানিক্স বা ফার্ম মেশিনারি বা জেনারেল মেকানিক্স বা মেশিনিস্ট বা ওয়েল্ডিং বা ডিজেল মেকানিক্স বিষয়ে ট্রেড সার্টিফিকেট কোর্স; — [366, 1450, 744, 1499]
post-cell — [83, 2359, 239, 2434]
age-cell: ৩২ বছর — [973, 109, 1035, 184]
subitem-paragraph: মৌখিক পরীক্ষার সময় সংশ্লিষ্ট সকল শিক্ষাগত যোগ্যতার সনদ/প্রত্যয়ন/অনাপত্তিপত্রের মূল কপি প্রদর্শন করতে হবে। পূরণকৃত Application Form-সহ আবেদনে দাখিলকৃত সকল সনদের সত্যায়িত কপি ও প্রবেশপত্রের ফটোকপি দাখিল করতে হবে। এছাড়া, জেলার স্থায়ী বাসিন্দার প্রমাণপত্র হিসেবে ইউনিয়ন পরিষদ/পৌরসভা/সিটি কর্পোরেশন কর্তৃক প্রদত্ত সনদ দাখিল করতে হবে। প্রার্থীর জাতীয় পরিচয়পত্র/জন্ম নিবন্ধনের সত্যায়িত ফটোকপি দাখিল করতে হবে। — [810, 460, 1478, 528]
condition-body — [792, 2247, 1478, 2266]
post-count-cell: ৫ — [302, 1591, 362, 1771]
condition-number: ৭. — [766, 799, 778, 813]
qualification-cell — [1097, 109, 1478, 184]
conditions-list — [766, 285, 1478, 2266]
col-number: ৫ — [362, 399, 749, 423]
age-cell: ৩২ বছর — [239, 731, 302, 789]
age-cell: ৩২ বছর — [239, 556, 302, 650]
condition-text: আবেদনপত্র পূরণ সংক্রান্ত শর্তাবলী: — [792, 1150, 963, 1164]
post-count-cell: ৪ — [302, 1411, 362, 1591]
condition-number: ১১. — [766, 1964, 786, 1979]
condition-text: প্রথম SMS: DGFOOD<space>User ID লিখে Send করতে হবে 16222 নম্বরে। — [792, 1551, 1168, 1566]
posts-table — [31, 358, 749, 2435]
qualification-cell — [362, 2359, 749, 2434]
subitem-label: ঘ. — [792, 740, 803, 754]
subitem-paragraph: কেবল টেলিটক প্রি-পেইড মোবাইল ফোন থেকে প্রার্থীগণ নিম্নবর্ণিত SMS পদ্ধতি অনুসরণ করে নিজ নিজ User ID এবং Password পুনরুদ্ধার করতে পারবেন। — [810, 1811, 1478, 1844]
condition-number: ৪. — [766, 382, 778, 396]
serial-cell: ১৮ — [31, 2109, 83, 2167]
subitem-paragraph: (১) আবেদনকারী বীর মুক্তিযোদ্ধা/শহিদ বীর মুক্তিযোদ্ধা/বীরাঙ্গনার পুত্র-কন্যা হলে উক্ত দাবীর সপক্ষে আবেদনকারীকে (সংশ্লিষ্ট বীর মুক্তিযোদ্ধার গেজেট/ভারতীয় তালিকা/লাল মুক্তিবার্তা নম্বর/সাময়িক সনদের নম্বর ও তারিখ/ বাংলাদেশ মুক্তিযোদ্ধা সংসদ (বামুস) সনদের নম্বর ও তারিখ উল্লেখপূর্বক) সংশ্লিষ্ট ইউনিয়ন পরিষদের চেয়ারম্যান/সিটি কর্পোরেশনের ওয়ার্ড কাউন্সিলর/পৌরসভার মেয়র কর্তৃক প্রদত্ত প্রমাণপত্র উপস্থাপন করতে হবে। — [810, 534, 1478, 603]
